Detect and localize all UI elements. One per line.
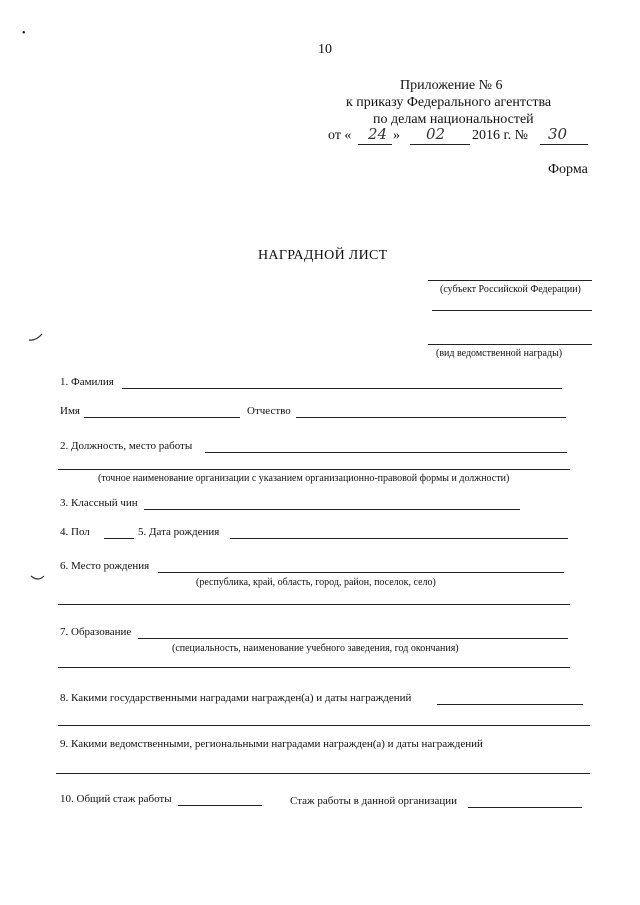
birthdate-field[interactable] (230, 538, 568, 539)
birthplace-field[interactable] (158, 572, 564, 573)
sex-label: 4. Пол (60, 526, 90, 538)
surname-field[interactable] (122, 388, 562, 389)
page-number: 10 (318, 42, 332, 57)
document-title: НАГРАДНОЙ ЛИСТ (258, 248, 388, 263)
state-awards-label: 8. Какими государственными наградами награжден(а) и даты награждений (60, 692, 412, 704)
state-awards-field[interactable] (437, 704, 583, 705)
birthplace-label: 6. Место рождения (60, 560, 150, 572)
rank-field[interactable] (144, 509, 520, 510)
education-label: 7. Образование (60, 626, 132, 638)
position-label: 2. Должность, место работы (60, 440, 193, 452)
patronymic-label: Отчество (247, 405, 291, 417)
binding-mark (30, 572, 46, 582)
margin-mark: • (22, 28, 26, 39)
dept-awards-label: 9. Какими ведомственными, региональными наградами награжден(а) и даты награждений (60, 738, 483, 750)
binding-mark (28, 332, 44, 342)
day-value: 24 (368, 125, 388, 143)
org-experience-label: Стаж работы в данной организации (290, 795, 458, 807)
subject-field[interactable] (428, 280, 592, 281)
order-number-value: 30 (548, 125, 568, 143)
patronymic-field[interactable] (296, 417, 566, 418)
position-field[interactable] (205, 452, 567, 453)
award-type-caption: (вид ведомственной награды) (436, 348, 563, 359)
position-field-2[interactable] (58, 469, 570, 470)
year-text: 2016 г. № (472, 128, 529, 143)
dept-awards-field[interactable] (56, 773, 590, 774)
org-experience-field[interactable] (468, 807, 582, 808)
award-type-field[interactable] (428, 344, 592, 345)
birthdate-label: 5. Дата рождения (138, 526, 220, 538)
education-field-2[interactable] (58, 667, 570, 668)
birthplace-field-2[interactable] (58, 604, 570, 605)
surname-label: 1. Фамилия (60, 376, 114, 388)
appendix-line2: к приказу Федерального агентства (346, 95, 552, 110)
total-experience-label: 10. Общий стаж работы (60, 793, 172, 805)
appendix-title: Приложение № 6 (400, 78, 503, 93)
subject-caption: (субъект Российской Федерации) (440, 284, 581, 295)
appendix-line3: по делам национальностей (373, 112, 534, 127)
total-experience-field[interactable] (178, 805, 262, 806)
date-prefix: от « (328, 128, 352, 143)
name-label: Имя (60, 405, 80, 417)
form-label: Форма (548, 162, 588, 177)
month-value: 02 (426, 125, 446, 143)
sex-field[interactable] (104, 538, 134, 539)
rank-label: 3. Классный чин (60, 497, 138, 509)
state-awards-field-2[interactable] (58, 725, 590, 726)
name-field[interactable] (84, 417, 240, 418)
position-caption: (точное наименование организации с указанием организационно-правовой формы и должности) (98, 473, 510, 484)
subject-field-extra[interactable] (432, 310, 592, 311)
education-field[interactable] (138, 638, 568, 639)
birthplace-caption: (республика, край, область, город, район, поселок, село) (196, 577, 436, 588)
date-mid: » (393, 128, 400, 143)
education-caption: (специальность, наименование учебного заведения, год окончания) (172, 643, 459, 654)
